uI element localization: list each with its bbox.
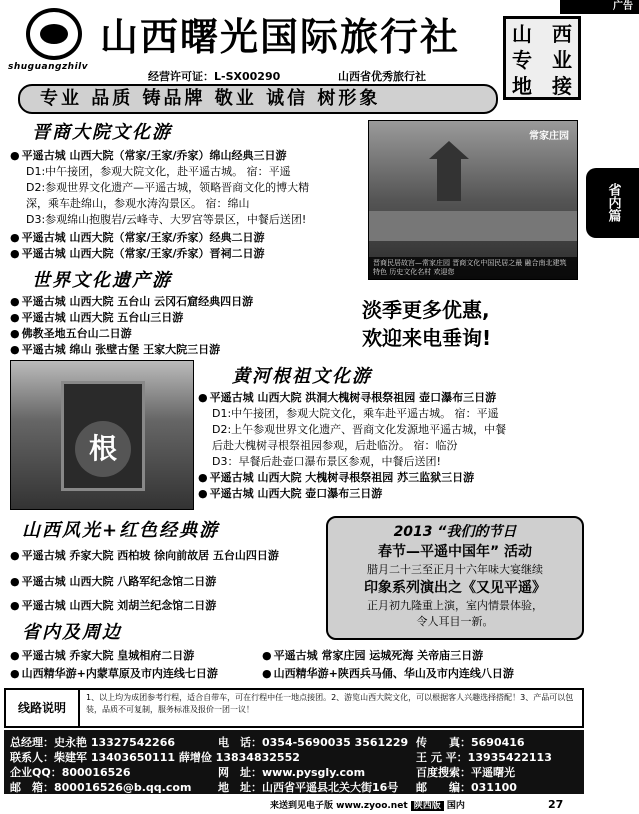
itinerary-line: D3：早餐后赴壶口瀑布景区参观，中餐后送团! [212,455,441,468]
email-link[interactable]: 邮 箱：800016526@b.qq.com [10,781,192,794]
local-specialist-box [503,16,581,100]
promo-text [362,296,572,352]
tour-item[interactable]: ● 平遥古城 山西大院（常家/王家/乔家）绵山经典三日游 [10,148,286,164]
tour-item[interactable]: ● 平遥古城 乔家大院 西柏坡 徐向前故居 五台山四日游 [10,548,279,564]
contact-panel [4,730,584,794]
tour-item[interactable]: ● 平遥古城 山西大院 刘胡兰纪念馆二日游 [10,598,216,614]
tour-item[interactable]: ● 平遥古城 山西大院 壶口瀑布三日游 [198,486,382,502]
section-title-surrounding: 省内及周边 [22,622,122,643]
festival-line: 2013 “我们的节日 [393,524,517,540]
corner-line: 山 西 [512,22,572,46]
festival-line: 正月初九隆重上演，室内情景体验， [367,599,543,612]
postcode: 邮 编：031100 [416,781,517,794]
itinerary-line: D2:参观世界文化遗产—平遥古城，领略晋商文化的博大精 [26,181,310,194]
section-title-merchant: 晋商大院文化游 [32,122,172,143]
tour-item[interactable]: ● 平遥古城 山西大院 大槐树寻根祭祖园 苏三监狱三日游 [198,470,474,486]
company-logo [8,8,98,70]
edition-badge: 陕西版 [411,801,444,811]
photo-caption: 晋商民居故宫—常家庄园 晋商文化中国民居之最 融合南北建筑特色 历史文化名村 欢迎您 [369,257,577,279]
lake-shape [369,211,577,241]
baidu-search: 百度搜索：平遥曙光 [416,766,515,779]
section-title-red-scenic: 山西风光+红色经典游 [22,520,220,541]
festival-promo-box [326,516,584,640]
office-phone[interactable]: 电 话：0354-5690035 3561229 [218,736,409,749]
festival-line: 印象系列演出之《又见平遥》 [364,580,546,596]
festival-line: 腊月二十三至正月十六年味大宴继续 [367,563,543,576]
tour-item[interactable]: ● 平遥古城 山西大院（常家/王家/乔家）经典二日游 [10,230,264,246]
section-title-yellow-river: 黄河根祖文化游 [232,366,372,387]
itinerary-line: D1:中午接团，参观大院文化，乘车赴平遥古城。 宿：平遥 [212,407,499,420]
company-name: 山西曙光国际旅行社 [100,14,461,59]
website-link[interactable]: 网 址：www.pysgly.com [218,766,366,779]
section-title-heritage: 世界文化遗产游 [32,270,172,291]
page-number: 27 [548,798,564,811]
route-notes [4,688,584,728]
photo-label: 常家庄园 [529,131,569,142]
gate-sign: 根 [75,421,131,477]
tour-item[interactable]: ● 平遥古城 乔家大院 皇城相府二日游 [10,648,194,664]
manager-phone[interactable]: 总经理：史永艳 13327542266 [10,736,176,749]
logo-text: shuguangzhilv [8,62,89,72]
footer-area: 国内 [446,801,465,811]
festival-line: 令人耳目一新。 [416,615,494,628]
footer-text[interactable]: 来送到见电子版 www.zyoo.net [270,801,408,811]
itinerary-line: 后赴大槐树寻根祭祖园参观，后赴临汾。 宿：临汾 [212,439,458,452]
itinerary-line: D1:中午接团，参观大院文化，赴平遥古城。 宿：平遥 [26,165,291,178]
section-tab [586,168,639,238]
ad-tag: 广告 [560,0,639,14]
tour-item[interactable]: ● 佛教圣地五台山二日游 [10,326,132,342]
logo-emblem [26,8,82,60]
route-notes-label: 线路说明 [6,690,80,726]
page-footer [270,798,465,811]
slogan-banner: 专业 品质 铸品牌 敬业 诚信 树形象 [18,84,498,114]
license-number: 经营许可证：L-SX00290 [148,70,281,83]
section-tab-label: 省内篇 [605,182,621,222]
tour-item[interactable]: ● 山西精华游+内蒙草原及市内连线七日游 [10,666,218,682]
itinerary-line: D2:上午参观世界文化遗产、晋商文化发源地平遥古城，中餐 [212,423,507,436]
pagoda-shape [429,141,469,201]
itinerary-line: D3:参观绵山抱腹岩/云峰寺、大罗宫等景区，中餐后送团! [26,213,307,226]
promo-line: 欢迎来电垂询! [362,326,492,350]
corner-line: 地 接 [512,74,572,98]
tour-item[interactable]: ● 平遥古城 山西大院 洪洞大槐树寻根祭祖园 壶口瀑布三日游 [198,390,496,406]
tour-item[interactable]: ● 平遥古城 山西大院 五台山三日游 [10,310,183,326]
corner-line: 专 业 [512,48,572,72]
tour-item[interactable]: ● 平遥古城 山西大院（常家/王家/乔家）晋祠二日游 [10,246,264,262]
contact-persons[interactable]: 联系人：柴建军 13403650111 薛增俭 13834832552 [10,751,300,764]
agency-rating: 山西省优秀旅行社 [338,70,426,83]
tour-item[interactable]: ● 平遥古城 山西大院 五台山 云冈石窟经典四日游 [10,294,253,310]
contact-wang[interactable]: 王 元 平：13935422113 [416,751,552,764]
tour-item[interactable]: ● 山西精华游+陕西兵马俑、华山及市内连线八日游 [262,666,514,682]
tour-item[interactable]: ● 平遥古城 山西大院 八路军纪念馆二日游 [10,574,216,590]
photo-chang-manor [368,120,578,280]
promo-line: 淡季更多优惠, [362,298,490,322]
address: 地 址：山西省平遥县北关大街16号 [218,781,399,794]
fax: 传 真：5690416 [416,736,525,749]
company-qq[interactable]: 企业QQ：800016526 [10,766,131,779]
route-notes-text: 1、以上均为成团参考行程，适合自带车，可在行程中任一地点接团。2、游览山西大院文化，可以根据客人兴趣选择搭配！3、产品可以包装，品质不可复制，服务标准及报价一团一议！ [86,693,574,714]
tour-item[interactable]: ● 平遥古城 绵山 张壁古堡 王家大院三日游 [10,342,220,358]
tour-item[interactable]: ● 平遥古城 常家庄园 运城死海 关帝庙三日游 [262,648,483,664]
festival-line: 春节—平遥中国年” 活动 [377,544,533,560]
photo-root-gate [10,360,194,510]
itinerary-line: 深，乘车赴绵山，参观水涛沟景区。 宿：绵山 [26,197,250,210]
